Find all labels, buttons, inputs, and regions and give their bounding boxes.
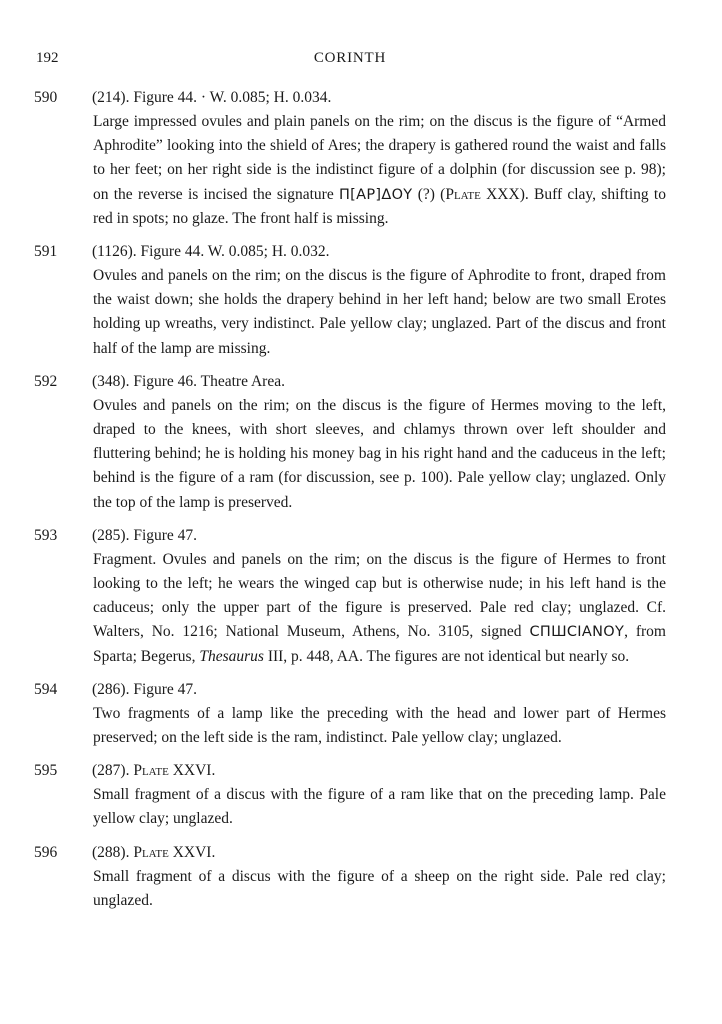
entry-description: Ovules and panels on the rim; on the discus is the figure of Aphrodite to front, draped from the waist down; she holds the drapery behind in her left hand; below are two small Erotes holding up wreaths, very indistinct. Pale yellow clay; unglazed. Part of the discus and front half of the lamp are missing. (93, 267, 666, 357)
catalogue-entry-590 (34, 86, 666, 231)
entry-reference-end: . (211, 843, 216, 861)
entry-heading (34, 841, 666, 865)
entry-heading (34, 240, 666, 264)
catalogue-entry-596 (34, 841, 666, 913)
catalogue-entries (34, 86, 666, 922)
plate-reference: Plate XXVI (133, 762, 212, 780)
entry-number: 592 (34, 372, 58, 390)
description-text: Fragment. Ovules and panels on the rim; on the discus is the figure of Hermes to front looking to the left; he wears the winged cap but is otherwise nude; in his left hand is the caduceus; only the upper part of the figure is preserved. Pale red clay; unglazed. Cf. Walters, No. 1216; National Museum, Athens, No. 3105, signed (93, 550, 666, 641)
greek-signature: Π[ΑΡ]ΔΟΥ (338, 186, 413, 203)
entry-number: 596 (34, 843, 58, 861)
greek-signature: CΠШCΙΑΝΟΥ (529, 624, 625, 641)
entry-reference: (287). (92, 762, 134, 780)
catalogue-entry-591 (34, 240, 666, 361)
entry-reference: (288). (92, 843, 134, 861)
entry-number: 590 (34, 89, 58, 106)
description-text: III, p. 448, AA. The figures are not identical but nearly so. (263, 647, 630, 665)
entry-heading (34, 678, 666, 702)
page-number: 192 (36, 50, 59, 66)
book-title: Thesaurus (199, 647, 264, 665)
description-text: ). Buff clay, shifting to red in spots; no glaze. The front half is missing. (93, 185, 666, 227)
entry-description: Two fragments of a lamp like the preceding with the head and lower part of Hermes preserved; on the left side is the ram, indistinct. Pale yellow clay; unglazed. (93, 704, 666, 747)
catalogue-entry-595 (34, 759, 666, 831)
plate-reference: Plate XXX (445, 185, 520, 203)
description-text: (?) ( (412, 185, 446, 203)
catalogue-entry-593 (34, 524, 666, 669)
entry-reference: (348). Figure 46. Theatre Area. (92, 372, 285, 390)
plate-reference: Plate XXVI (133, 843, 212, 861)
catalogue-entry-592 (34, 370, 666, 515)
description-text: Large impressed ovules and plain panels on the rim; on the discus is the figure of “Armed Aphrodite” looking into the shield of Ares; the drapery is gathered round the waist and falls to her feet; on her right side is the indistinct figure of a dolphin (for discussion see p. 98); on the reverse is incised the signature (93, 113, 666, 203)
entry-description: Small fragment of a discus with the figure of a ram like that on the preceding lamp. Pale yellow clay; unglazed. (93, 786, 666, 828)
entry-number: 591 (34, 243, 58, 261)
entry-reference: (285). Figure 47. (92, 526, 198, 544)
entry-number: 594 (34, 680, 58, 698)
entry-heading (34, 524, 666, 548)
entry-reference: (1126). Figure 44. W. 0.085; H. 0.032. (92, 243, 330, 261)
entry-heading (34, 759, 666, 783)
entry-reference-end: . (211, 762, 216, 780)
entry-number: 595 (34, 762, 58, 780)
entry-heading (34, 370, 666, 394)
entry-heading (34, 86, 666, 110)
entry-description (93, 548, 666, 669)
catalogue-entry-594 (34, 678, 666, 750)
entry-reference: (286). Figure 47. (92, 680, 198, 698)
description-text: , from Sparta; Begerus, (93, 623, 666, 665)
entry-description: Small fragment of a discus with the figure of a sheep on the right side. Pale red clay; unglazed. (93, 867, 666, 909)
running-title: CORINTH (313, 50, 387, 66)
entry-reference: (214). Figure 44. · W. 0.085; H. 0.034. (92, 89, 332, 106)
page-header (36, 50, 664, 70)
entry-description: Ovules and panels on the rim; on the discus is the figure of Hermes moving to the left, draped to the knees, with short sleeves, and chlamys thrown over left shoulder and fluttering behind; he is holding his money bag in his right hand and the caduceus in the left; behind is the figure of a ram (for discussion, see p. 100). Pale yellow clay; unglazed. Only the top of the lamp is preserved. (93, 396, 666, 511)
entry-number: 593 (34, 526, 58, 544)
entry-description (93, 110, 666, 231)
